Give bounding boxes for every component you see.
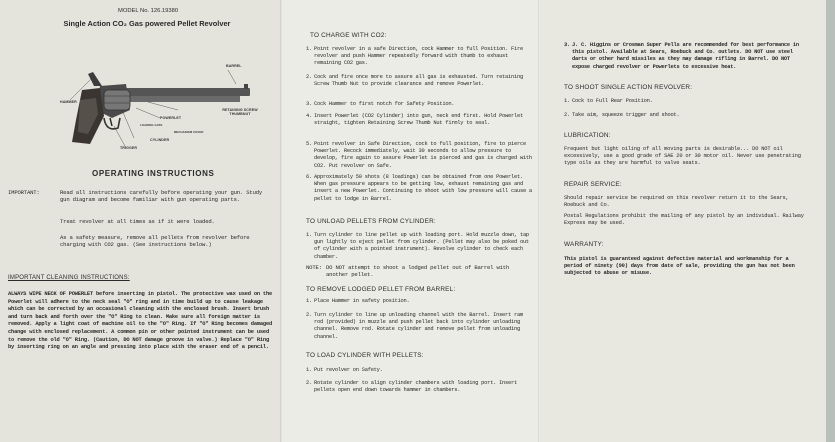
- charge-step-5: 5. Point revolver in Safe Direction, cock to full position, fire to pierce Powerlet. Recock immediately, wait 30 seconds to allow pressure to develop, fire again to assure Powerlet is pierced and gas is charged with CO2. Put revolver on Safe.: [306, 141, 532, 169]
- warranty-heading: WARRANTY:: [564, 241, 604, 248]
- model-number: MODEL No. 126.19380: [118, 8, 179, 14]
- lubrication-heading: LUBRICATION:: [564, 132, 611, 139]
- note-text: DO NOT attempt to shoot a lodged pellet out of Barrel with another pellet.: [326, 264, 510, 279]
- product-title: Single Action CO₂ Gas powered Pellet Revolver: [63, 19, 231, 28]
- charge-step-1: 1. Point revolver in a safe Direction, cock Hammer to full Position. Fire revolver and push Hammer repeatedly forward with thumb to exhaust remaining CO2 gas.: [306, 46, 523, 67]
- cleaning-text: ALWAYS WIPE NECK OF POWERLET before inserting in pistol. The protective wax used on the Powerlet will adhere to the neck seal "O" ring and in time build up to cause leakage which can be corrected by an occasional cleaning with the enclosed brush. Insert brush and turn back and forth over the "O" Ring to clean. Make sure all foreign matter is removed. Apply a light coat of machine oil to the "O" Ring. If "O" Ring becomes damaged change with enclosed replacement. A common pin or other pointed instrument can be used to remove the old "O" Ring. (Caution, DO NOT damage groove in valve.) Replace "O" Ring by inserting ring on an angle and pressing into place with the eraser end of a pencil.: [8, 291, 273, 351]
- repair-heading: REPAIR SERVICE:: [564, 181, 622, 188]
- charge-step-3: 3. Cock Hammer to first notch for Safety Position.: [306, 101, 455, 107]
- charge-step-6: 6. Approximately 50 shots (8 loadings) can be obtained from one Powerlet. When gas pressure appears to be getting low, exhaust remaining gas and insert a new Powerlet. Continuing to shoot with low pressure will cause a pellet to lodge in Barrel.: [306, 174, 532, 202]
- cleaning-heading: IMPORTANT CLEANING INSTRUCTIONS:: [8, 275, 130, 281]
- operating-heading: OPERATING INSTRUCTIONS: [92, 169, 215, 178]
- postal-text: Postal Regulations prohibit the mailing of any pistol by an individual. Railway Express may be used.: [564, 213, 804, 227]
- charge-heading: TO CHARGE WITH CO2:: [310, 32, 387, 39]
- label-barrel: BARREL: [226, 64, 242, 68]
- safety-measure-text: As a safety measure, remove all pellets from revolver before charging with CO2 gas. (See instructions below.): [60, 234, 250, 249]
- load-heading: TO LOAD CYLINDER WITH PELLETS:: [306, 352, 424, 359]
- treat-loaded-text: Treat revolver at all times as if it were loaded.: [60, 218, 215, 225]
- label-retaining-screw: RETAINING SCREW THUMBNUT: [222, 108, 258, 117]
- pellets-step-3: 3. J. C. Higgins or Crosman Super Pells are recommended for best performance in this pistol. Available at Sears, Roebuck and Co. outlets. DO NOT use steel darts or other hard missiles as they may damage rifling in Barrel. DO NOT expose charged revolver or Powerlets to excessive heat.: [564, 42, 799, 70]
- label-loading-gate: LOADING GATE: [140, 123, 163, 127]
- charge-step-2: 2. Cock and fire once more to assure all gas is exhausted. Turn retaining Screw Thumb Nut to provide clearance and remove Powerlet.: [306, 74, 523, 88]
- label-trigger: TRIGGER: [120, 146, 138, 150]
- charge-step-4: 4. Insert Powerlet (CO2 Cylinder) into gun, neck end first. Hold Powerlet straight, tighten Retaining Screw Thumb Nut firmly to seal.: [306, 113, 523, 127]
- note-label: NOTE:: [306, 264, 322, 271]
- label-mechanism-cover: MECHANISM COVER: [174, 130, 204, 134]
- load-step-1: 1. Put revolver on Safety.: [306, 367, 383, 373]
- shoot-step-1: 1. Cock to Full Rear Position.: [564, 98, 653, 104]
- warranty-text: This pistol is guaranteed against defective material and workmanship for a period of ninety (90) days from date of sale, providing the gun has not been subjected to abuse or misuse.: [564, 256, 795, 277]
- panel-right: [540, 0, 826, 442]
- shoot-step-2: 2. Take aim, squeeze trigger and shoot.: [564, 112, 680, 118]
- remove-step-2: 2. Turn cylinder to line up unloading channel with the Barrel. Insert ram rod (provided) in muzzle and push pellet back into cylinder unloading channel. Remove rod. Rotate cylinder and remove pellet from unloading channel.: [306, 312, 523, 340]
- label-cylinder: CYLINDER: [150, 138, 170, 142]
- label-powerlet: POWERLET: [160, 116, 182, 120]
- unload-heading: TO UNLOAD PELLETS FROM CYLINDER:: [306, 218, 436, 225]
- load-step-2: 2. Rotate cylinder to align cylinder chambers with loading port. Insert pellets open end down towards hammer in chambers.: [306, 380, 517, 394]
- background-edge: [826, 0, 835, 442]
- remove-step-1: 1. Place Hammer in safety position.: [306, 298, 410, 304]
- important-text: Read all instructions carefully before operating your gun. Study gun diagram and become familiar with gun operating parts.: [60, 189, 263, 204]
- panel-left: [0, 0, 282, 442]
- repair-text: Should repair service be required on this revolver return it to the Sears, Roebuck and Co.: [564, 195, 789, 209]
- panel-middle: [282, 0, 540, 442]
- label-hammer: HAMMER: [60, 100, 77, 104]
- remove-heading: TO REMOVE LODGED PELLET FROM BARREL:: [306, 286, 456, 293]
- shoot-heading: TO SHOOT SINGLE ACTION REVOLVER:: [564, 84, 693, 91]
- lubrication-text: Frequent but light oiling of all moving parts is desirable... DO NOT oil excessively, use a good grade of SAE 20 or 30 motor oil. Never use penetrating type oils as they are harmful to valve seats.: [564, 146, 801, 167]
- important-label: IMPORTANT:: [8, 189, 40, 196]
- unload-step-1: 1. Turn cylinder to line pellet up with loading port. Hold muzzle down, tap gun lightly to eject pellet from cylinder. (Pellet may also be poked out of cylinder with a pointed instrument). Revolve cylinder to check each chamber.: [306, 232, 529, 260]
